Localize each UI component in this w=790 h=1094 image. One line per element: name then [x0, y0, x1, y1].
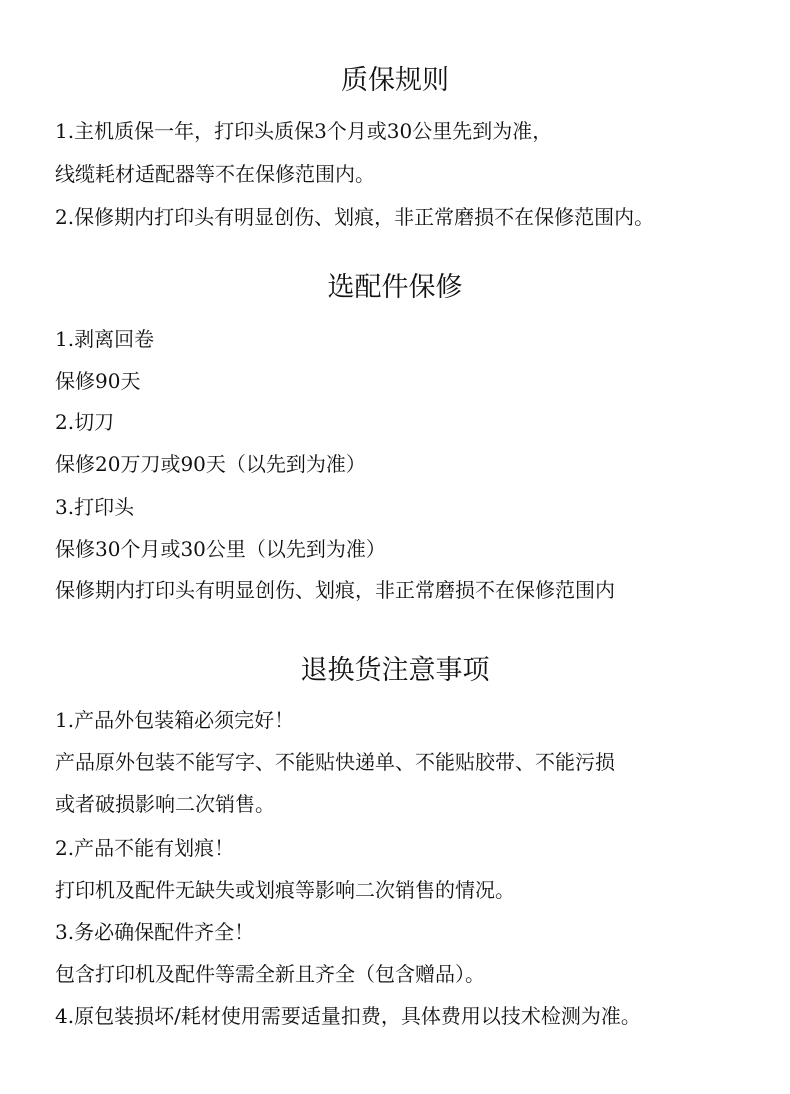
- text-line: 2.切刀: [55, 410, 115, 434]
- text-line: 保修20万刀或90天（以先到为准）: [55, 452, 366, 476]
- text-line: 保修30个月或30公里（以先到为准）: [55, 537, 386, 561]
- text-line: 1.剥离回卷: [55, 327, 155, 351]
- section-title-warranty-rules: 质保规则: [341, 65, 449, 96]
- text-line: 1.主机质保一年，打印头质保3个月或30公里先到为准，: [55, 119, 553, 143]
- section-title-accessory-warranty: 选配件保修: [327, 272, 463, 303]
- text-line: 2.保修期内打印头有明显创伤、划痕，非正常磨损不在保修范围内。: [55, 205, 655, 229]
- text-line: 产品原外包装不能写字、不能贴快递单、不能贴胶带、不能污损: [55, 750, 615, 774]
- text-line: 或者破损影响二次销售。: [55, 792, 275, 816]
- text-line: 包含打印机及配件等需全新且齐全（包含赠品）。: [55, 962, 485, 986]
- text-line: 4.原包装损坏/耗材使用需要适量扣费，具体费用以技术检测为准。: [55, 1004, 641, 1028]
- text-line: 3.务必确保配件齐全！: [55, 920, 255, 944]
- text-line: 2.产品不能有划痕！: [55, 836, 235, 860]
- text-line: 打印机及配件无缺失或划痕等影响二次销售的情况。: [55, 878, 515, 902]
- text-line: 线缆耗材适配器等不在保修范围内。: [55, 162, 375, 186]
- text-line: 1.产品外包装箱必须完好！: [55, 708, 295, 732]
- text-line: 3.打印头: [55, 495, 135, 519]
- text-line: 保修期内打印头有明显创伤、划痕，非正常磨损不在保修范围内: [55, 578, 615, 602]
- text-line: 保修90天: [55, 369, 141, 393]
- section-title-return-notes: 退换货注意事项: [300, 655, 490, 686]
